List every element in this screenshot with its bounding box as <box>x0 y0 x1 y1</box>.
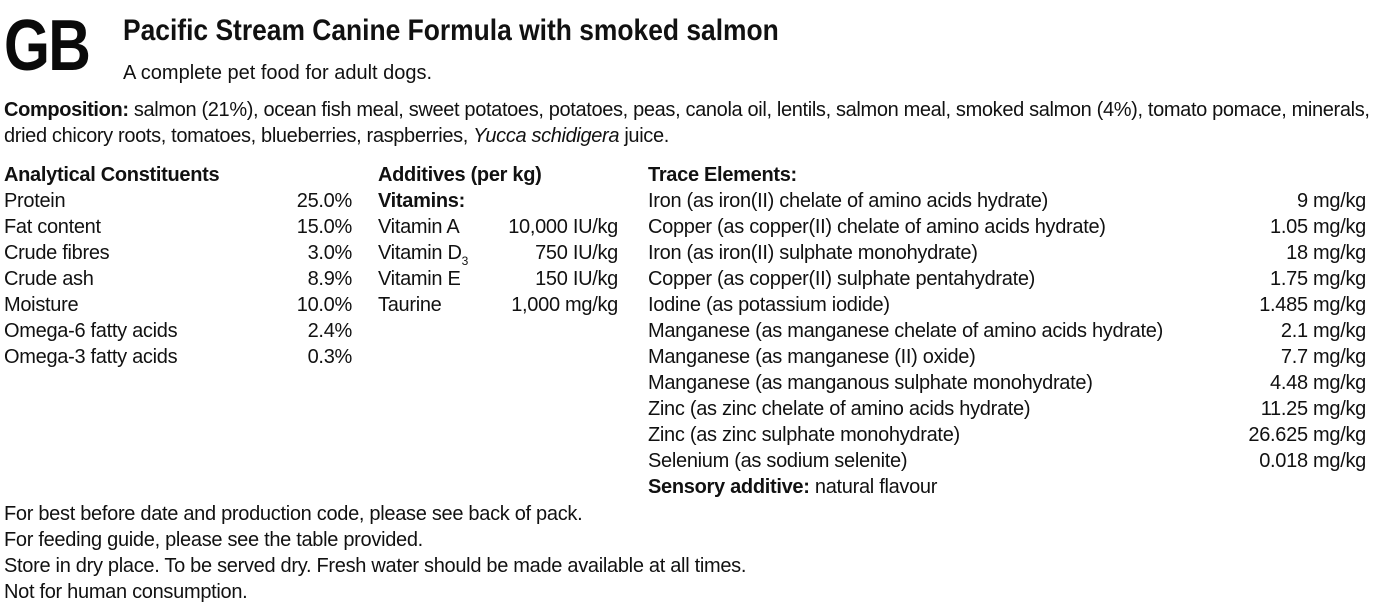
constituent-name: Omega-3 fatty acids <box>4 346 178 368</box>
trace-value: 1.75 mg/kg <box>1270 268 1366 290</box>
trace-value: 9 mg/kg <box>1296 190 1366 212</box>
trace-heading: Trace Elements: <box>648 164 797 186</box>
trace-row <box>648 396 1366 422</box>
trace-name: Copper (as copper(II) sulphate pentahydrate) <box>648 268 1036 290</box>
analytical-row <box>4 240 352 266</box>
additives-heading: Additives (per kg) <box>378 164 542 186</box>
footer-line: Store in dry place. To be served dry. Fresh water should be made available at all times. <box>4 555 747 577</box>
additive-value: 150 IU/kg <box>535 268 618 290</box>
trace-value: 26.625 mg/kg <box>1248 424 1366 446</box>
product-title: Pacific Stream Canine Formula with smoked salmon <box>123 14 779 47</box>
constituent-value: 2.4% <box>307 320 352 342</box>
footer-line: For best before date and production code, please see back of pack. <box>4 503 583 525</box>
additive-name: Vitamin D <box>378 242 462 264</box>
product-subtitle: A complete pet food for adult dogs. <box>123 62 433 84</box>
trace-row <box>648 240 1366 266</box>
trace-name: Iodine (as potassium iodide) <box>648 294 890 316</box>
trace-value: 2.1 mg/kg <box>1280 320 1366 342</box>
additive-name: Vitamin A <box>378 216 460 238</box>
composition-label: Composition: <box>4 99 129 121</box>
constituent-value: 15.0% <box>296 216 352 238</box>
additive-row <box>378 240 618 266</box>
constituent-name: Moisture <box>4 294 79 316</box>
analytical-row <box>4 214 352 240</box>
composition-italic-text: Yucca schidigera <box>473 125 620 147</box>
analytical-row <box>4 344 352 370</box>
additives-section <box>378 162 618 318</box>
analytical-row <box>4 266 352 292</box>
trace-value: 18 mg/kg <box>1286 242 1366 264</box>
sensory-value: natural flavour <box>809 476 938 498</box>
constituent-value: 0.3% <box>307 346 352 368</box>
trace-name: Iron (as iron(II) chelate of amino acids hydrate) <box>648 190 1048 212</box>
trace-name: Zinc (as zinc chelate of amino acids hydrate) <box>648 398 1031 420</box>
trace-row <box>648 188 1366 214</box>
additive-row <box>378 214 618 240</box>
trace-name: Manganese (as manganese chelate of amino acids hydrate) <box>648 320 1163 342</box>
additive-value: 10,000 IU/kg <box>508 216 618 238</box>
trace-value: 4.48 mg/kg <box>1270 372 1366 394</box>
country-code-logo: GB <box>4 6 90 86</box>
constituent-value: 8.9% <box>307 268 352 290</box>
composition-text-end: juice. <box>619 125 669 147</box>
sensory-additive-line <box>648 474 1366 500</box>
trace-name: Manganese (as manganous sulphate monohydrate) <box>648 372 1093 394</box>
trace-value: 7.7 mg/kg <box>1280 346 1366 368</box>
additive-subscript: 3 <box>461 254 469 268</box>
additive-name-with-subscript <box>378 240 468 266</box>
constituent-name: Crude ash <box>4 268 94 290</box>
analytical-row <box>4 318 352 344</box>
constituent-value: 10.0% <box>296 294 352 316</box>
additive-row <box>378 266 618 292</box>
additive-name: Taurine <box>378 294 442 316</box>
trace-name: Selenium (as sodium selenite) <box>648 450 908 472</box>
constituent-name: Crude fibres <box>4 242 110 264</box>
constituent-value: 25.0% <box>296 190 352 212</box>
analytical-row <box>4 188 352 214</box>
trace-name: Zinc (as zinc sulphate monohydrate) <box>648 424 960 446</box>
additive-value: 750 IU/kg <box>535 242 618 264</box>
trace-name: Copper (as copper(II) chelate of amino acids hydrate) <box>648 216 1106 238</box>
trace-name: Iron (as iron(II) sulphate monohydrate) <box>648 242 978 264</box>
trace-row <box>648 448 1366 474</box>
trace-value: 1.485 mg/kg <box>1259 294 1366 316</box>
trace-row <box>648 422 1366 448</box>
trace-name: Manganese (as manganese (II) oxide) <box>648 346 976 368</box>
footer-line: For feeding guide, please see the table provided. <box>4 529 423 551</box>
constituent-name: Fat content <box>4 216 101 238</box>
additive-value: 1,000 mg/kg <box>511 294 618 316</box>
trace-elements-section <box>648 162 1366 500</box>
constituent-name: Protein <box>4 190 66 212</box>
trace-value: 0.018 mg/kg <box>1259 450 1366 472</box>
trace-row <box>648 370 1366 396</box>
trace-row <box>648 344 1366 370</box>
footer-line: Not for human consumption. <box>4 581 248 603</box>
analytical-constituents-section <box>4 162 352 370</box>
analytical-heading: Analytical Constituents <box>4 164 220 186</box>
analytical-row <box>4 292 352 318</box>
footer-notes <box>4 501 746 605</box>
composition-text: salmon (21%), ocean fish meal, sweet potatoes, potatoes, peas, canola oil, lentils, salmon meal, smoked salmon (4%), tomato pomace, minerals, dried chicory roots, tomatoes, blueberries, raspberries, <box>4 99 1370 147</box>
trace-row <box>648 292 1366 318</box>
trace-row <box>648 266 1366 292</box>
trace-row <box>648 318 1366 344</box>
trace-row <box>648 214 1366 240</box>
trace-value: 11.25 mg/kg <box>1260 398 1366 420</box>
additive-row <box>378 292 618 318</box>
additive-name: Vitamin E <box>378 268 461 290</box>
constituent-value: 3.0% <box>307 242 352 264</box>
composition-paragraph <box>4 97 1374 149</box>
sensory-label: Sensory additive: <box>648 476 810 498</box>
trace-value: 1.05 mg/kg <box>1270 216 1366 238</box>
vitamins-subheading: Vitamins: <box>378 190 465 212</box>
constituent-name: Omega-6 fatty acids <box>4 320 178 342</box>
